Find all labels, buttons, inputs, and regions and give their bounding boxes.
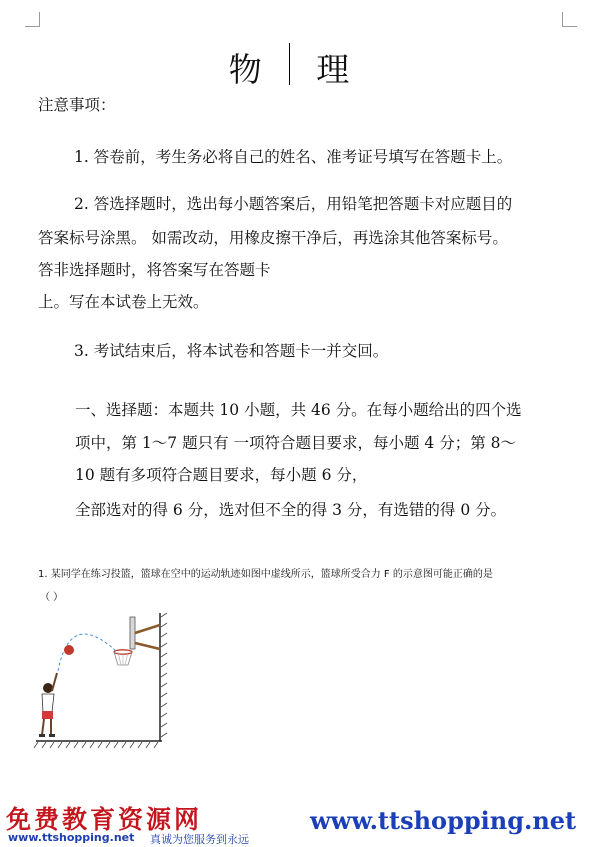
section-1-line-2: 项中，第 1～7 题只有 一项符合题目要求，每小题 4 分；第 8～ xyxy=(75,434,517,452)
footer-slogan: 真诚为您服务到永远 xyxy=(150,833,249,846)
section-1-line-3: 10 题有多项符合题目要求，每小题 6 分， xyxy=(75,466,368,484)
basketball-figure xyxy=(30,605,180,755)
page-corner-mark-top-right xyxy=(562,12,577,27)
notice-heading: 注意事项： xyxy=(38,96,116,114)
notice-item-2-line-4: 上。写在本试卷上无效。 xyxy=(38,293,209,311)
page-title: 物 理 xyxy=(228,50,372,89)
footer-url-big[interactable]: www.ttshopping.net xyxy=(310,806,577,835)
notice-item-2-line-2: 答案标号涂黑。 如需改动，用橡皮擦干净后，再选涂其他答案标号。 xyxy=(38,229,508,247)
question-1-text: 1. 某同学在练习投篮，篮球在空中的运动轨迹如图中虚线所示，篮球所受合力 F 的示意图可能正确的是 xyxy=(38,569,493,580)
section-1-line-4: 全部选对的得 6 分，选对但不全的得 3 分，有选错的得 0 分。 xyxy=(75,501,507,519)
footer-url-small[interactable]: www.ttshopping.net xyxy=(8,831,135,844)
section-1-line-1: 一、选择题：本题共 10 小题，共 46 分。在每小题给出的四个选 xyxy=(75,401,522,419)
page-corner-mark-top-left xyxy=(25,12,40,27)
notice-item-3: 3. 考试结束后，将本试卷和答题卡一并交回。 xyxy=(74,342,389,360)
notice-item-1: 1. 答卷前，考生务必将自己的姓名、准考证号填写在答题卡上。 xyxy=(74,148,513,166)
question-1-bracket: （ ） xyxy=(40,592,64,603)
footer-brand-logo: 免费教育资源网 xyxy=(6,805,203,834)
notice-item-2-line-1: 2. 答选择题时，选出每小题答案后，用铅笔把答题卡对应题目的 xyxy=(74,195,513,213)
notice-item-2-line-3: 答非选择题时，将答案写在答题卡 xyxy=(38,261,271,279)
